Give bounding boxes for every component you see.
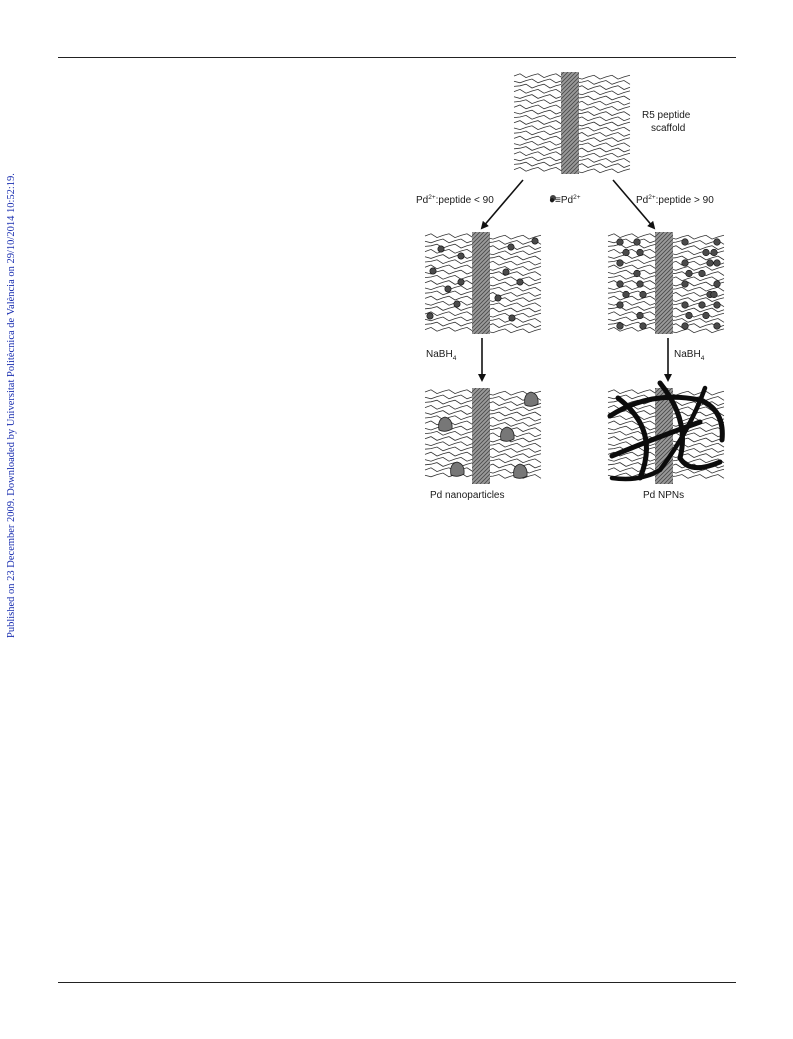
result-label-left: Pd nanoparticles (430, 490, 505, 501)
peptide-strand (487, 459, 541, 463)
peptide-strand (487, 324, 541, 328)
peptide-strand (487, 272, 541, 276)
peptide-strand (608, 255, 656, 259)
pd-ion (707, 260, 714, 267)
peptide-strand (576, 143, 630, 147)
peptide-strand (608, 322, 656, 326)
pd-ion (445, 286, 451, 292)
peptide-strand (670, 449, 724, 453)
peptide-strand (608, 307, 656, 311)
pd-ion (640, 291, 647, 298)
peptide-strand (670, 246, 724, 250)
pd-ion (682, 260, 689, 267)
pd-ion (714, 260, 721, 267)
pd-ion (682, 302, 689, 309)
pd-ion (454, 301, 460, 307)
scaffold-core (655, 232, 673, 334)
peptide-strand (670, 235, 724, 239)
result-label-right: Pd NPNs (643, 490, 685, 501)
peptide-strand (487, 308, 541, 312)
peptide-strand (425, 452, 473, 456)
pd-ion (686, 312, 693, 319)
peptide-strand (576, 133, 630, 137)
peptide-strand (514, 115, 562, 119)
peptide-strand (514, 167, 562, 171)
peptide-strand (425, 442, 473, 446)
peptide-strand (425, 239, 473, 243)
peptide-strand (608, 301, 656, 305)
pd-ion (617, 260, 624, 267)
peptide-strand (425, 400, 473, 404)
peptide-strand (487, 261, 541, 265)
pd-ion (699, 270, 706, 277)
pd-ion (686, 270, 693, 277)
peptide-strand (425, 405, 473, 409)
peptide-strand (514, 121, 562, 125)
peptide-strand (608, 426, 656, 430)
pd-ion (711, 291, 718, 298)
peptide-strand (425, 463, 473, 467)
peptide-strand (670, 308, 724, 312)
peptide-strand (425, 411, 473, 415)
reducer-label-right: NaBH$_4$ (674, 349, 705, 362)
peptide-strand (425, 244, 473, 248)
peptide-strand (608, 244, 656, 248)
peptide-strand (608, 390, 656, 394)
publication-note: Published on 23 December 2009. Downloaded by Universitat Politècnica de València on 29/10/2014 10:52:19. (6, 173, 17, 638)
peptide-strand (425, 249, 473, 253)
peptide-strand (425, 431, 473, 435)
pd-ion (714, 302, 721, 309)
peptide-strand (670, 391, 724, 395)
peptide-strand (608, 270, 656, 274)
peptide-strand (514, 157, 562, 161)
peptide-strand (514, 79, 562, 83)
peptide-strand (670, 287, 724, 291)
pd-nanoparticle (525, 392, 539, 406)
peptide-strand (576, 164, 630, 168)
pd-ion-legend: $●\equiv Pd^{2+}$ (549, 194, 581, 206)
pd-ion (495, 295, 501, 301)
pd-ion (703, 249, 710, 256)
peptide-strand (608, 275, 656, 279)
pd-ion (617, 323, 624, 330)
pd-ion (682, 239, 689, 246)
peptide-strand (425, 307, 473, 311)
peptide-strand (576, 169, 630, 173)
pd-ion (617, 239, 624, 246)
pd-ion (458, 279, 464, 285)
peptide-strand (425, 296, 473, 300)
scaffold-core (472, 232, 490, 334)
pd-ion (430, 268, 436, 274)
peptide-strand (425, 301, 473, 305)
peptide-strand (576, 101, 630, 105)
peptide-strand (425, 437, 473, 441)
pd-ion (637, 249, 644, 256)
peptide-strand (514, 147, 562, 151)
peptide-strand (670, 433, 724, 437)
peptide-strand (608, 431, 656, 435)
peptide-strand (487, 449, 541, 453)
pd-ion (623, 291, 630, 298)
peptide-strand (608, 416, 656, 420)
peptide-strand (670, 272, 724, 276)
peptide-strand (514, 89, 562, 93)
peptide-strand (576, 112, 630, 116)
pd-ion (634, 239, 641, 246)
peptide-strand (576, 96, 630, 100)
pd-ion (532, 238, 538, 244)
pd-ion (517, 279, 523, 285)
pd-ion (699, 302, 706, 309)
pd-ion (703, 312, 710, 319)
pd-ion (503, 269, 509, 275)
peptide-strand (576, 81, 630, 85)
peptide-strand (576, 127, 630, 131)
peptide-strand (608, 468, 656, 472)
peptide-strand (670, 256, 724, 260)
peptide-strand (576, 148, 630, 152)
peptide-strand (608, 260, 656, 264)
pd-ion (714, 239, 721, 246)
peptide-strand (487, 428, 541, 432)
peptide-strand (425, 390, 473, 394)
peptide-strand (608, 286, 656, 290)
peptide-strand (608, 317, 656, 321)
peptide-strand (670, 313, 724, 317)
peptide-strand (487, 287, 541, 291)
pd-ion (458, 253, 464, 259)
peptide-strand (425, 281, 473, 285)
peptide-strand (425, 395, 473, 399)
peptide-strand (670, 267, 724, 271)
peptide-strand (608, 421, 656, 425)
peptide-strand (425, 255, 473, 259)
pd-ion (617, 302, 624, 309)
peptide-strand (608, 327, 656, 331)
peptide-strand (487, 412, 541, 416)
peptide-strand (670, 277, 724, 281)
peptide-strand (608, 457, 656, 461)
peptide-strand (670, 298, 724, 302)
peptide-strand (514, 74, 562, 78)
peptide-strand (608, 296, 656, 300)
peptide-strand (514, 100, 562, 104)
peptide-strand (670, 319, 724, 323)
peptide-strand (576, 86, 630, 90)
peptide-strand (514, 162, 562, 166)
peptide-strand (487, 407, 541, 411)
peptide-strand (576, 91, 630, 95)
pd-ion (682, 323, 689, 330)
scaffold-core (472, 388, 490, 484)
peptide-strand (608, 249, 656, 253)
peptide-strand (514, 152, 562, 156)
pd-ion (714, 281, 721, 288)
pd-ion (617, 281, 624, 288)
peptide-strand (576, 117, 630, 121)
peptide-strand (514, 131, 562, 135)
pd-ion (509, 315, 515, 321)
peptide-strand (670, 475, 724, 479)
peptide-strand (608, 291, 656, 295)
pd-ion (427, 313, 433, 319)
peptide-strand (425, 468, 473, 472)
peptide-strand (514, 95, 562, 99)
peptide-strand (425, 322, 473, 326)
peptide-strand (487, 464, 541, 468)
pd-ion (634, 270, 641, 277)
peptide-strand (670, 329, 724, 333)
peptide-strand (608, 281, 656, 285)
peptide-strand (425, 457, 473, 461)
pd-ion (508, 244, 514, 250)
peptide-scaffold-top (514, 72, 630, 174)
pd-ion (640, 323, 647, 330)
peptide-strand (576, 122, 630, 126)
pd-ion (637, 281, 644, 288)
peptide-strand (514, 105, 562, 109)
peptide-strand (608, 234, 656, 238)
peptide-strand (487, 277, 541, 281)
peptide-strand (487, 423, 541, 427)
peptide-strand (514, 136, 562, 140)
peptide-strand (487, 293, 541, 297)
peptide-strand (514, 110, 562, 114)
peptide-strand (514, 84, 562, 88)
peptide-strand (425, 447, 473, 451)
peptide-strand (487, 256, 541, 260)
peptide-strand (576, 75, 630, 79)
peptide-strand (608, 239, 656, 243)
peptide-strand (487, 282, 541, 286)
peptide-strand (608, 463, 656, 467)
peptide-strand (576, 107, 630, 111)
pd-ion (623, 249, 630, 256)
peptide-strand (608, 265, 656, 269)
peptide-strand (487, 303, 541, 307)
peptide-strand (514, 141, 562, 145)
peptide-strand (487, 329, 541, 333)
scaffold-label-line2: scaffold (651, 123, 686, 134)
peptide-strand (487, 417, 541, 421)
peptide-strand (425, 327, 473, 331)
scaffold-label-line1: R5 peptide (642, 110, 691, 121)
scaffold-core (561, 72, 579, 174)
peptide-strand (487, 251, 541, 255)
peptide-strand (487, 267, 541, 271)
reducer-label-left: NaBH$_4$ (426, 349, 457, 362)
pd-nanoparticle (439, 417, 453, 431)
right-branch-condition: $Pd^{2+}:peptide > 90$ (636, 194, 714, 206)
pd-ion (682, 281, 689, 288)
peptide-strand (425, 260, 473, 264)
peptide-strand (425, 234, 473, 238)
pd-ion (637, 312, 644, 319)
pd-ion (714, 323, 721, 330)
peptide-strand (425, 275, 473, 279)
peptide-strand (487, 454, 541, 458)
peptide-strand (576, 138, 630, 142)
peptide-strand (576, 159, 630, 163)
peptide-strand (425, 473, 473, 477)
pd-nanoparticle (451, 462, 465, 476)
peptide-strand (608, 312, 656, 316)
left-branch-condition: $Pd^{2+}:peptide < 90$ (416, 194, 494, 206)
pd-nanoparticle (514, 464, 528, 478)
pd-ion (711, 249, 718, 256)
peptide-strand (576, 153, 630, 157)
pd-ion (438, 246, 444, 252)
peptide-strand (514, 126, 562, 130)
peptide-strand (487, 443, 541, 447)
